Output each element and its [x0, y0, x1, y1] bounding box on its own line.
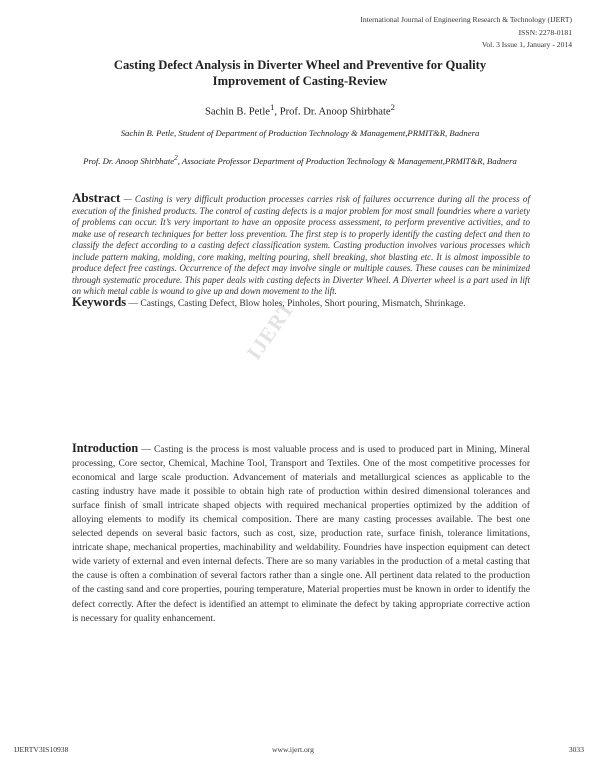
affiliation-2-name: Prof. Dr. Anoop Shirbhate	[83, 155, 175, 166]
keywords-heading: Keywords	[72, 295, 127, 309]
footer-website: www.ijert.org	[272, 745, 314, 754]
abstract-text: — Casting is very difficult production processes carries risk of failures occurrence during all the process of execution of the finished products. The control of casting defects is a major problem for most small foundries where a variety of problems can occur. It’s very important to have an opposite process assessment, to perform preventive activities, and to make use of research techniques for better loss prevention. The first step is to properly identify the casting defect and then to classify the defect according to a casting defect classification system. Casting production involves various processes which include pattern making, molding, core making, melting pouring, shell breaking, shot blasting etc. It is almost impossible to produce defect free castings. Occurrence of the defect may involve single or multiple causes. These causes can be minimized through systematic procedure. This paper deals with casting defects in Diverter Wheel. A Diverter wheel is a part used in lift on which metal cable is wound to give up and down movement to the lift.	[72, 194, 530, 297]
affiliation-2	[60, 152, 540, 167]
journal-name: International Journal of Engineering Research & Technology (IJERT)	[360, 15, 572, 24]
keywords-text: — Castings, Casting Defect, Blow holes, Pinholes, Short pouring, Mismatch, Shrinkage.	[126, 299, 466, 309]
paper-title-line-1: Casting Defect Analysis in Diverter Wheel and Preventive for Quality	[113, 58, 487, 72]
keywords	[72, 294, 530, 313]
author-separator: ,	[274, 106, 280, 118]
affiliation-1: Sachin B. Petle, Student of Department of Production Technology & Management,PRMIT&R, Badnera	[120, 128, 480, 138]
footer-page-number: 3033	[568, 745, 584, 754]
author-list	[40, 101, 560, 119]
abstract-heading: Abstract	[72, 190, 121, 205]
author-2-marker: 2	[390, 102, 396, 112]
journal-volume: Vol. 3 Issue 1, January - 2014	[481, 40, 572, 49]
author-1-marker: 1	[269, 102, 275, 112]
author-2: Prof. Dr. Anoop Shirbhate	[279, 106, 391, 118]
introduction-text: — Casting is the process is most valuable process and is used to produced part in Mining, Mineral processing, Core sector, Chemical, Machine Tool, Transport and Textiles. One of the most competitive processes for economical and large scale production. Advancement of materials and metallurgical sciences as applicable to the casting industry have made it possible to obtain high rate of production within desired dimensional tolerances and surface finish of small intricate shaped objects with required mechanical properties optimized by the addition of alloying elements to modify its chemical composition. There are many casting processes available. The best one selected depends on several basic factors, such as cost, size, production rate, surface finish, tolerance limitations, intricate shape, mechanical properties, machinability and weldability. Foundries have inspection equipment can detect wide variety of external and even internal defects. There are so many variables in the production of a metal casting that the cause is often a combination of several factors rather than a single one. All pertinent data related to the production of the casting sand and core properties, pouring temperature, Material properties must be known in order to identify the defect correctly. After the defect is identified an attempt to eliminate the defect by taking appropriate corrective action is necessary for quality enhancement.	[72, 444, 530, 624]
affiliation-2-text: , Associate Professor Department of Production Technology & Management,PRMIT&R, Badnera	[177, 155, 517, 166]
watermark: IJERT	[241, 296, 300, 365]
paper-title-line-2: Improvement of Casting-Review	[212, 74, 388, 88]
affiliation-2-marker: 2	[174, 154, 178, 162]
author-1: Sachin B. Petle	[204, 106, 270, 118]
introduction	[72, 441, 530, 626]
footer-paper-id: IJERTV3IS10938	[14, 745, 69, 754]
paper-title	[40, 57, 560, 89]
abstract	[72, 192, 530, 298]
journal-issn: ISSN: 2278-0181	[518, 27, 572, 37]
journal-header	[252, 14, 572, 52]
introduction-heading: Introduction	[72, 441, 139, 455]
